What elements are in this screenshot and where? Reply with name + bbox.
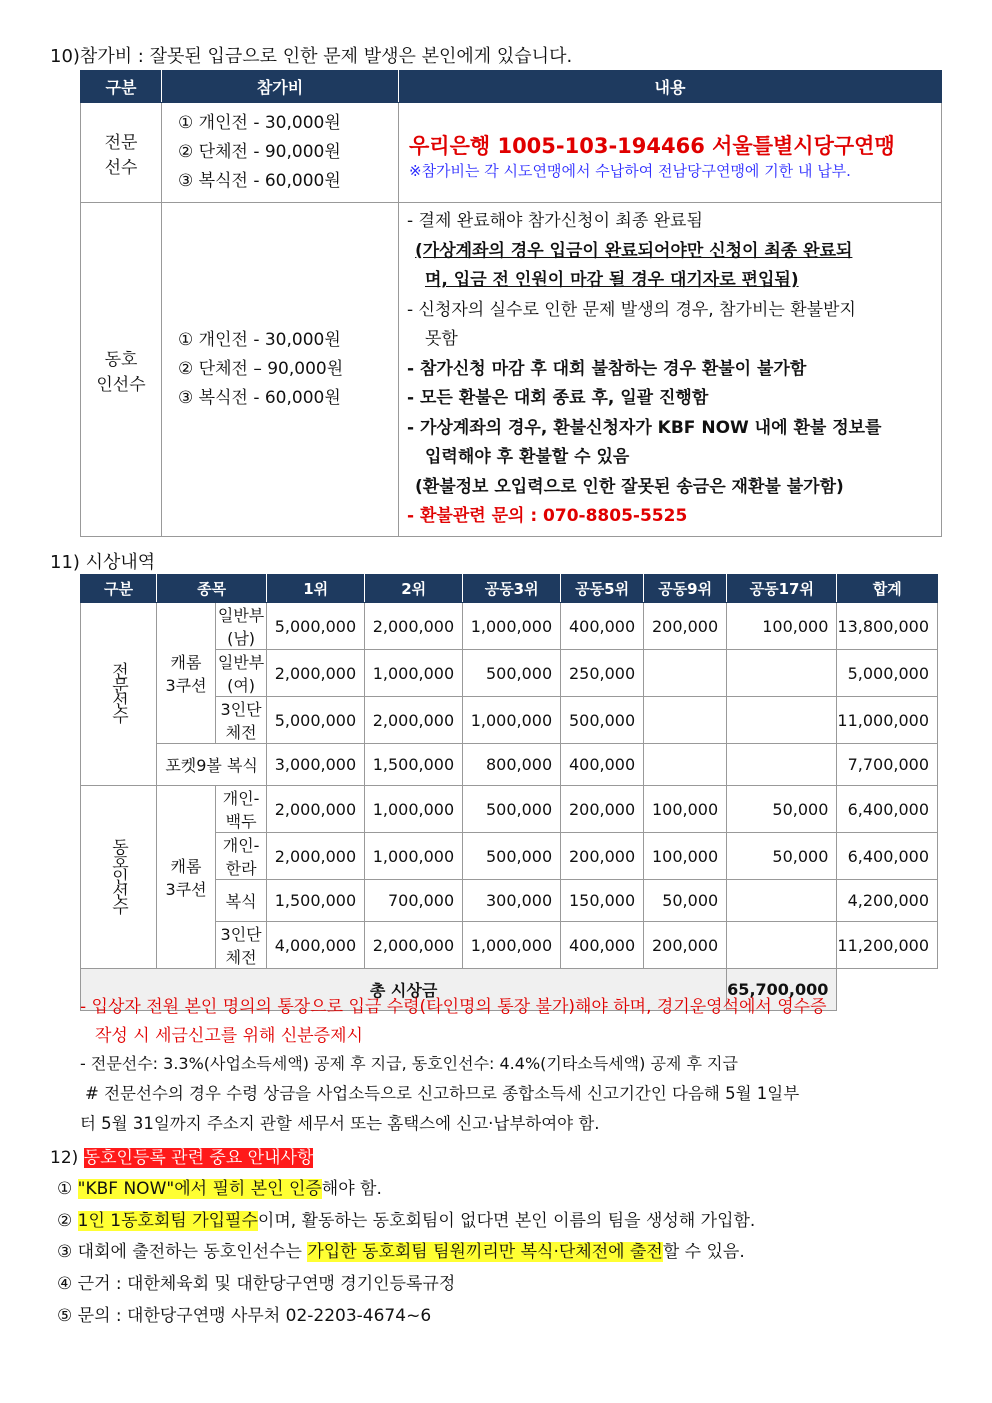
table-row: 개인-한라 2,000,000 1,000,000 500,000 200,000 100,000 50,000 6,400,000 <box>81 833 938 880</box>
payout-note-2: 작성 시 세금신고를 위해 신분증제시 <box>95 1026 363 1046</box>
notice-item-4: ④ 근거 : 대한체육회 및 대한당구연맹 경기인등록규정 <box>57 1274 456 1294</box>
fee-header-category: 구분 <box>81 71 162 103</box>
prize-header: 공동5위 <box>561 575 644 603</box>
fee-amateur-amounts: ① 개인전 - 30,000원 ② 단체전 – 90,000원 ③ 복식전 - 60,000원 <box>162 203 399 537</box>
pro-label: 전문선수 <box>81 603 157 786</box>
bank-account: 우리은행 1005-103-194466 서울틀별시당구연맹 <box>409 133 895 158</box>
table-row: 복식 1,500,000 700,000 300,000 150,000 50,000 4,200,000 <box>81 880 938 922</box>
tax-filing-note-2: 터 5월 31일까지 주소지 관할 세무서 또는 홈택스에 신고·납부하여야 함. <box>80 1114 600 1133</box>
prize-header: 공동3위 <box>463 575 561 603</box>
prize-header: 구분 <box>81 575 157 603</box>
table-row: 전문선수 캐롬 3쿠션 일반부(남) 5,000,000 2,000,000 1,000,000 400,000 200,000 100,000 13,800,000 <box>81 603 938 650</box>
section-11-title: 11) 시상내역 <box>50 552 156 573</box>
fee-payment-note: ※참가비는 각 시도연맹에서 수납하여 전남당구연맹에 기한 내 납부. <box>409 161 851 180</box>
fee-pro-content <box>399 103 942 203</box>
notice-item-1: ① "KBF NOW"에서 필히 본인 인증해야 함. <box>57 1179 382 1199</box>
total-label: 총 시상금 <box>81 969 727 1011</box>
payout-note-1: - 입상자 전원 본인 명의의 통장으로 입금 수령(타인명의 통장 불가)해야 하며, 경기운영석에서 영수증 <box>80 997 827 1017</box>
fee-amateur-notes: - 결제 완료해야 참가신청이 최종 완료됨 (가상계좌의 경우 입금이 완료되어야만 신청이 최종 완료되 며, 입금 전 인원이 마감 될 경우 대기자로 편입됨) - 신청자의 실수로 인한 문제 발생의 경우, 참가비는 환불받지 못함 - 참가신청 마감 후 대회 불참하는 경우 환불이 불가함 - 모든 환불은 대회 종료 후, 일괄 진행함 - 가상계좌의 경우, 환불신청자가 KBF NOW 내에 환불 정보를 입력해야 후 환불할 수 있음 (환불정보 오입력으로 인한 잘못된 송금은 재환불 불가함) - 환불관련 문의 : 070-8805-5525 <box>399 203 942 537</box>
table-row: 3인단체전 5,000,000 2,000,000 1,000,000 500,000 11,000,000 <box>81 697 938 744</box>
fee-amateur-category: 동호 인선수 <box>81 203 162 537</box>
fee-pro-amounts: ① 개인전 - 30,000원 ② 단체전 - 90,000원 ③ 복식전 - 60,000원 <box>162 103 399 203</box>
fee-header-fee: 참가비 <box>162 71 399 103</box>
prize-table <box>80 574 938 1011</box>
refund-contact: - 환불관련 문의 : 070-8805-5525 <box>407 506 688 527</box>
table-row: 3인단체전 4,000,000 2,000,000 1,000,000 400,000 200,000 11,200,000 <box>81 922 938 969</box>
notice-item-5: ⑤ 문의 : 대한당구연맹 사무처 02-2203-4674~6 <box>57 1306 432 1326</box>
prize-header: 종목 <box>157 575 267 603</box>
carom-label: 캐롬 3쿠션 <box>157 603 216 744</box>
fee-table <box>80 70 942 537</box>
prize-header: 2위 <box>365 575 463 603</box>
amateur-label: 동호인선수 <box>81 786 157 969</box>
fee-header-content: 내용 <box>399 71 942 103</box>
table-row: 일반부(여) 2,000,000 1,000,000 500,000 250,000 5,000,000 <box>81 650 938 697</box>
section-12-highlight: 동호인등록 관련 중요 안내사항 <box>83 1148 314 1168</box>
total-value: 65,700,000 <box>727 969 837 1011</box>
prize-header: 공동9위 <box>644 575 727 603</box>
carom-label: 캐롬 3쿠션 <box>157 786 216 969</box>
tax-filing-note-1: # 전문선수의 경우 수령 상금을 사업소득으로 신고하므로 종합소득세 신고기간인 다음해 5월 1일부 <box>85 1084 800 1103</box>
section-12-title: 12) 동호인등록 관련 중요 안내사항 <box>50 1148 314 1168</box>
table-row: 동호인선수 캐롬 3쿠션 개인-백두 2,000,000 1,000,000 500,000 200,000 100,000 50,000 6,400,000 <box>81 786 938 833</box>
tax-note: - 전문선수: 3.3%(사업소득세액) 공제 후 지급, 동호인선수: 4.4%(기타소득세액) 공제 후 지급 <box>80 1054 738 1073</box>
notice-item-3: ③ 대회에 출전하는 동호인선수는 가입한 동호회팀 팀원끼리만 복식·단체전에 출전할 수 있음. <box>57 1242 745 1262</box>
section-10-title: 10)참가비 : 잘못된 입금으로 인한 문제 발생은 본인에게 있습니다. <box>50 46 573 67</box>
prize-header: 합계 <box>837 575 938 603</box>
prize-header: 공동17위 <box>727 575 837 603</box>
table-row: 포켓9볼 복식 3,000,000 1,500,000 800,000 400,000 7,700,000 <box>81 744 938 786</box>
fee-pro-category: 전문 선수 <box>81 103 162 203</box>
prize-header: 1위 <box>267 575 365 603</box>
notice-item-2: ② 1인 1동호회팀 가입필수이며, 활동하는 동호회팀이 없다면 본인 이름의 팀을 생성해 가입함. <box>57 1211 756 1231</box>
